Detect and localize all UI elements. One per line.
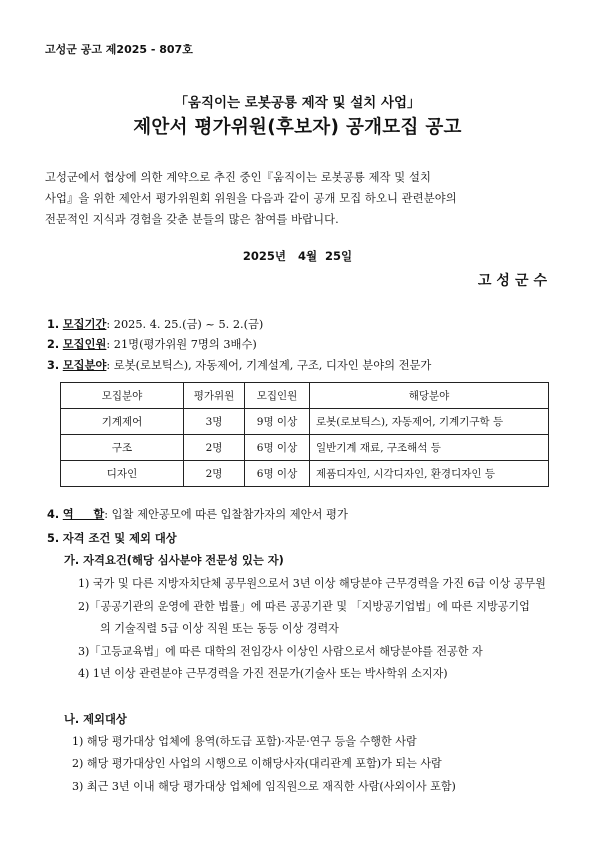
table-cell: 2명 (184, 461, 245, 487)
page-title: 제안서 평가위원(후보자) 공개모집 공고 (133, 117, 462, 138)
item-field-num: 3. (47, 359, 60, 372)
exclusion-line: 3) 최근 3년 이내 해당 평가대상 업체에 임직원으로 재직한 사람(사외이사 포함) (72, 780, 456, 793)
table-cell: 일반기계 재료, 구조해석 등 (310, 435, 549, 461)
table-cell: 2명 (184, 435, 245, 461)
table-cell: 로봇(로보틱스), 자동제어, 기계기구학 등 (310, 409, 549, 435)
issuer: 고성군수 (477, 273, 552, 289)
item-qual-num: 5. (47, 532, 60, 545)
table-header: 모집인원 (245, 383, 310, 409)
table-header: 해당분야 (310, 383, 549, 409)
item-field-label: 모집분야 (62, 359, 107, 372)
table-header-row (61, 383, 549, 409)
qualification-heading: 가. 자격요건(해당 심사분야 전문성 있는 자) (64, 554, 284, 567)
qualification-line: 3)「고등교육법」에 따른 대학의 전임강사 이상인 사람으로서 해당분야를 전공한 자 (78, 645, 483, 658)
intro-line-1: 고성군에서 협상에 의한 계약으로 추진 중인『움직이는 로봇공룡 제작 및 설치 (45, 171, 432, 184)
table-cell: 9명 이상 (245, 409, 310, 435)
table-cell: 6명 이상 (245, 435, 310, 461)
exclusion-line: 1) 해당 평가대상 업체에 용역(하도급 포함)·자문·연구 등을 수행한 사람 (72, 735, 417, 748)
notice-number: 고성군 공고 제2025 - 807호 (45, 43, 193, 56)
table-header: 평가위원 (184, 383, 245, 409)
qualification-line: 4) 1년 이상 관련분야 근무경력을 가진 전문가(기술사 또는 박사학위 소지자) (78, 667, 448, 680)
intro-line-2: 사업』을 위한 제안서 평가위원회 위원을 다음과 같이 공개 모집 하오니 관련분야의 (45, 192, 457, 205)
item-count (47, 336, 257, 352)
table-cell: 디자인 (61, 461, 184, 487)
table-row (61, 461, 549, 487)
item-period-num: 1. (47, 318, 60, 331)
notice-date: 2025년 4월 25일 (242, 249, 353, 263)
item-qualification (47, 530, 177, 546)
item-period-label: 모집기간 (62, 318, 107, 331)
qualification-line: 의 기술직렬 5급 이상 직원 또는 동등 이상 경력자 (100, 622, 339, 635)
table-cell: 구조 (61, 435, 184, 461)
intro-line-3: 전문적인 지식과 경험을 갖춘 분들의 많은 참여를 바랍니다. (45, 213, 339, 226)
item-field-value: : 로봇(로보틱스), 자동제어, 기계설계, 구조, 디자인 분야의 전문가 (106, 359, 432, 372)
item-field (47, 357, 431, 373)
item-role-label: 역 할 (62, 508, 105, 521)
item-role-num: 4. (47, 508, 60, 521)
item-role (47, 506, 348, 522)
item-count-value: : 21명(평가위원 7명의 3배수) (106, 338, 257, 351)
table-header: 모집분야 (61, 383, 184, 409)
project-title: 「움직이는 로봇공룡 제작 및 설치 사업」 (174, 95, 421, 111)
item-count-num: 2. (47, 338, 60, 351)
item-qual-label: 자격 조건 및 제외 대상 (62, 532, 177, 545)
exclusion-line: 2) 해당 평가대상인 사업의 시행으로 이해당사자(대리관계 포함)가 되는 사람 (72, 757, 442, 770)
table-cell: 기계제어 (61, 409, 184, 435)
table-cell: 6명 이상 (245, 461, 310, 487)
item-role-value: : 입찰 제안공모에 따른 입찰참가자의 제안서 평가 (104, 508, 348, 521)
item-period-value: : 2025. 4. 25.(금) ~ 5. 2.(금) (106, 318, 264, 331)
item-period (47, 316, 263, 332)
table-cell: 3명 (184, 409, 245, 435)
field-table (60, 382, 549, 487)
qualification-line: 1) 국가 및 다른 지방자치단체 공무원으로서 3년 이상 해당분야 근무경력을 가진 6급 이상 공무원 (78, 577, 546, 590)
qualification-line: 2)「공공기관의 운영에 관한 법률」에 따른 공공기관 및 「지방공기업법」에 따른 지방공기업 (78, 600, 530, 613)
table-row (61, 409, 549, 435)
item-count-label: 모집인원 (62, 338, 107, 351)
table-row (61, 435, 549, 461)
exclusion-heading: 나. 제외대상 (64, 713, 127, 726)
table-cell: 제품디자인, 시각디자인, 환경디자인 등 (310, 461, 549, 487)
